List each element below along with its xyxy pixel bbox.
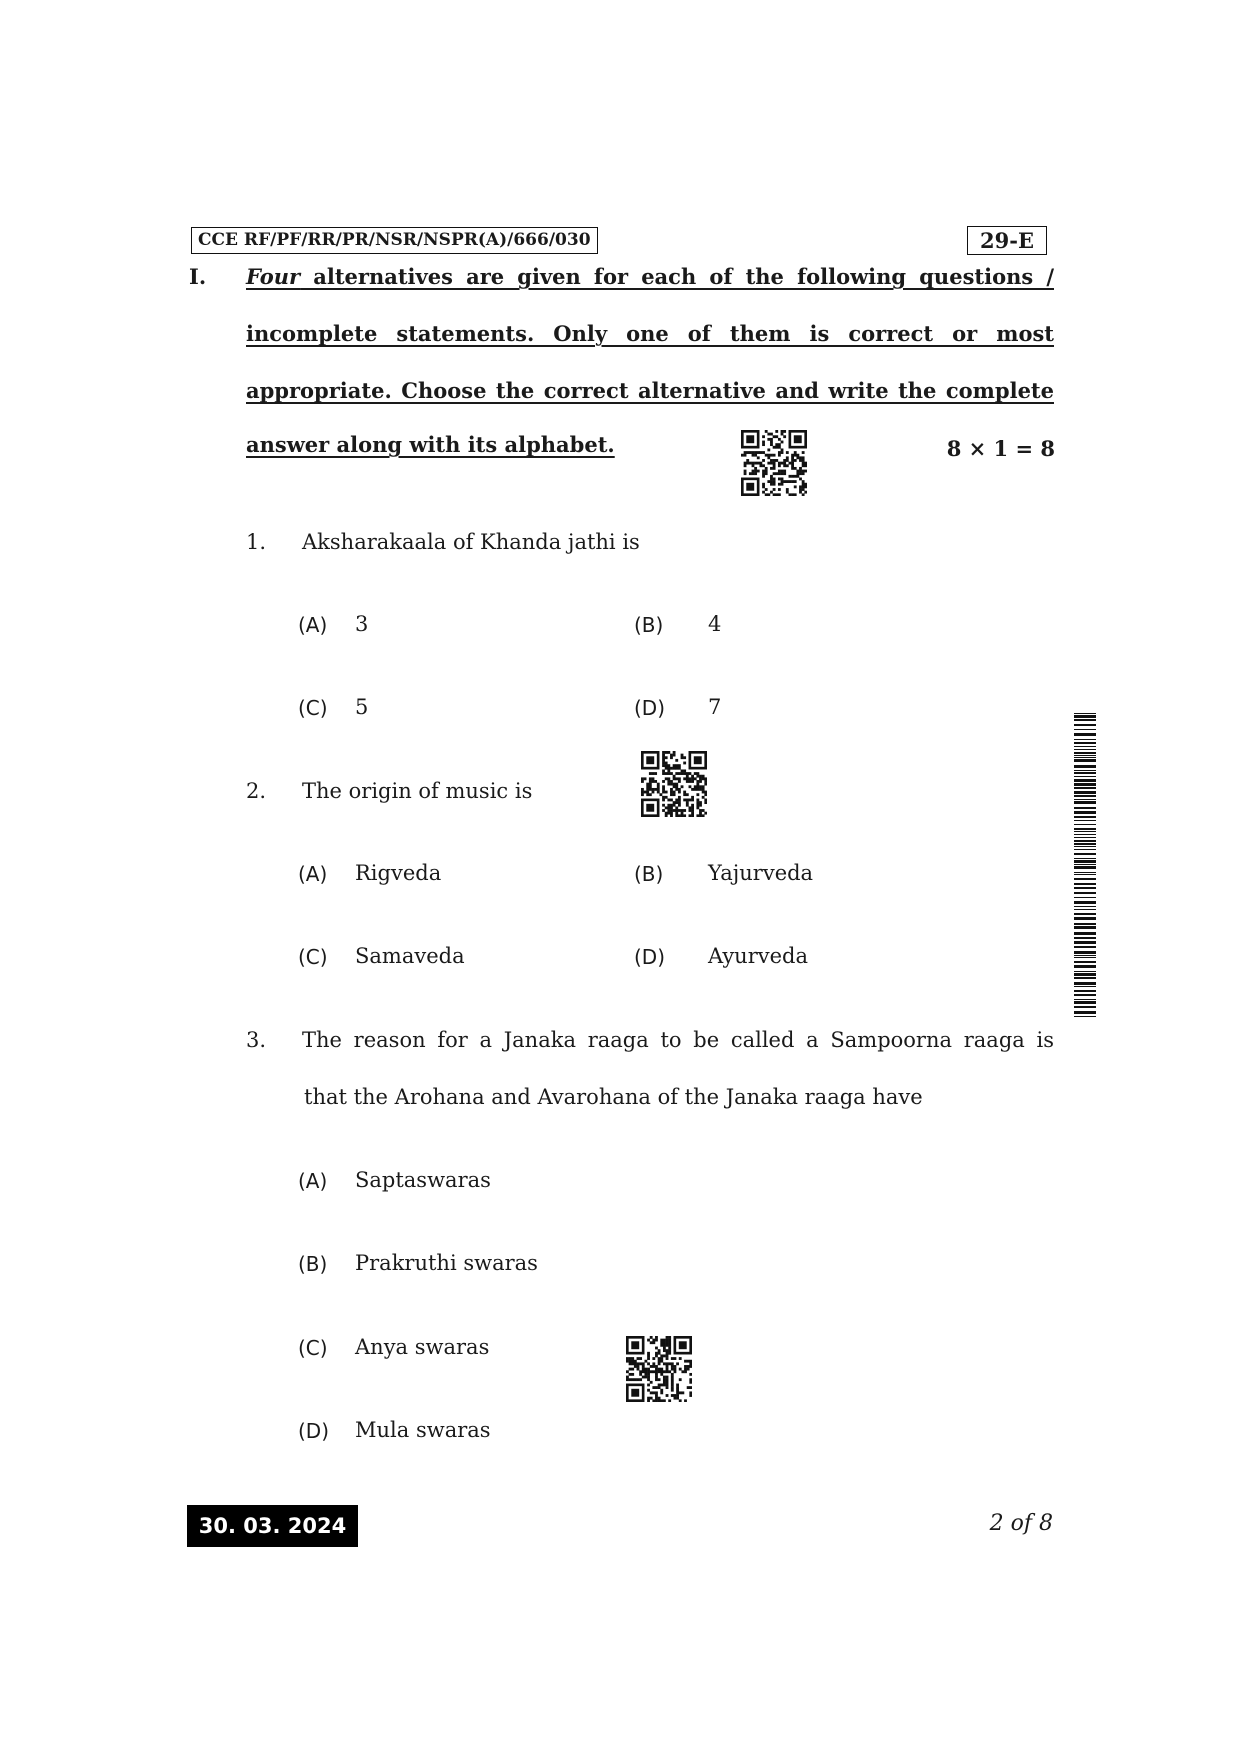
question-number: 3.	[246, 1028, 267, 1052]
option-letter: (C)	[298, 945, 328, 969]
option-letter: (D)	[298, 1419, 330, 1443]
question-paper-code: CCE RF/PF/RR/PR/NSR/NSPR(A)/666/030	[191, 227, 598, 254]
option-letter: (B)	[298, 1252, 328, 1276]
qr-code-icon	[741, 430, 807, 496]
option-text: Prakruthi swaras	[355, 1251, 538, 1275]
qr-code-icon	[641, 751, 707, 817]
question-number: 2.	[246, 779, 267, 803]
option-letter: (C)	[298, 1336, 328, 1360]
option-text: 3	[355, 612, 369, 636]
section-number: I.	[189, 264, 207, 289]
question-text-line-1: The reason for a Janaka raaga to be called a Sampoorna raaga is	[302, 1028, 1054, 1052]
instruction-line-4: answer along with its alphabet.	[246, 432, 615, 457]
question-number: 1.	[246, 530, 267, 554]
option-letter: (D)	[634, 945, 666, 969]
paper-number-badge: 29-E	[967, 226, 1047, 255]
page-number: 2 of 8	[989, 1511, 1053, 1536]
qr-code-icon	[626, 1336, 692, 1402]
question-text: Aksharakaala of Khanda jathi is	[302, 530, 640, 554]
instruction-line-1	[246, 264, 1054, 289]
option-text: Ayurveda	[708, 944, 808, 968]
exam-date-badge: 30. 03. 2024	[187, 1505, 358, 1547]
option-text: Rigveda	[355, 861, 442, 885]
option-text: Saptaswaras	[355, 1168, 491, 1192]
option-letter: (A)	[298, 1169, 328, 1193]
question-text-line-2: that the Arohana and Avarohana of the Janaka raaga have	[304, 1085, 923, 1109]
option-letter: (B)	[634, 862, 664, 886]
option-text: Yajurveda	[708, 861, 814, 885]
option-text: Samaveda	[355, 944, 465, 968]
option-letter: (C)	[298, 696, 328, 720]
option-letter: (A)	[298, 862, 328, 886]
option-letter: (A)	[298, 613, 328, 637]
option-text: 7	[708, 695, 722, 719]
option-letter: (B)	[634, 613, 664, 637]
option-text: Anya swaras	[355, 1335, 490, 1359]
option-text: 5	[355, 695, 369, 719]
instruction-line-2: incomplete statements. Only one of them is correct or most	[246, 321, 1054, 346]
instruction-line-3: appropriate. Choose the correct alternative and write the complete	[246, 378, 1054, 403]
instruction-italic-word: Four	[246, 264, 301, 289]
barcode-icon	[1074, 713, 1096, 1019]
option-text: 4	[708, 612, 722, 636]
question-text: The origin of music is	[302, 779, 533, 803]
option-text: Mula swaras	[355, 1418, 491, 1442]
option-letter: (D)	[634, 696, 666, 720]
marks-allocation: 8 × 1 = 8	[946, 436, 1055, 461]
instruction-line-1-rest: alternatives are given for each of the following questions /	[300, 264, 1054, 289]
